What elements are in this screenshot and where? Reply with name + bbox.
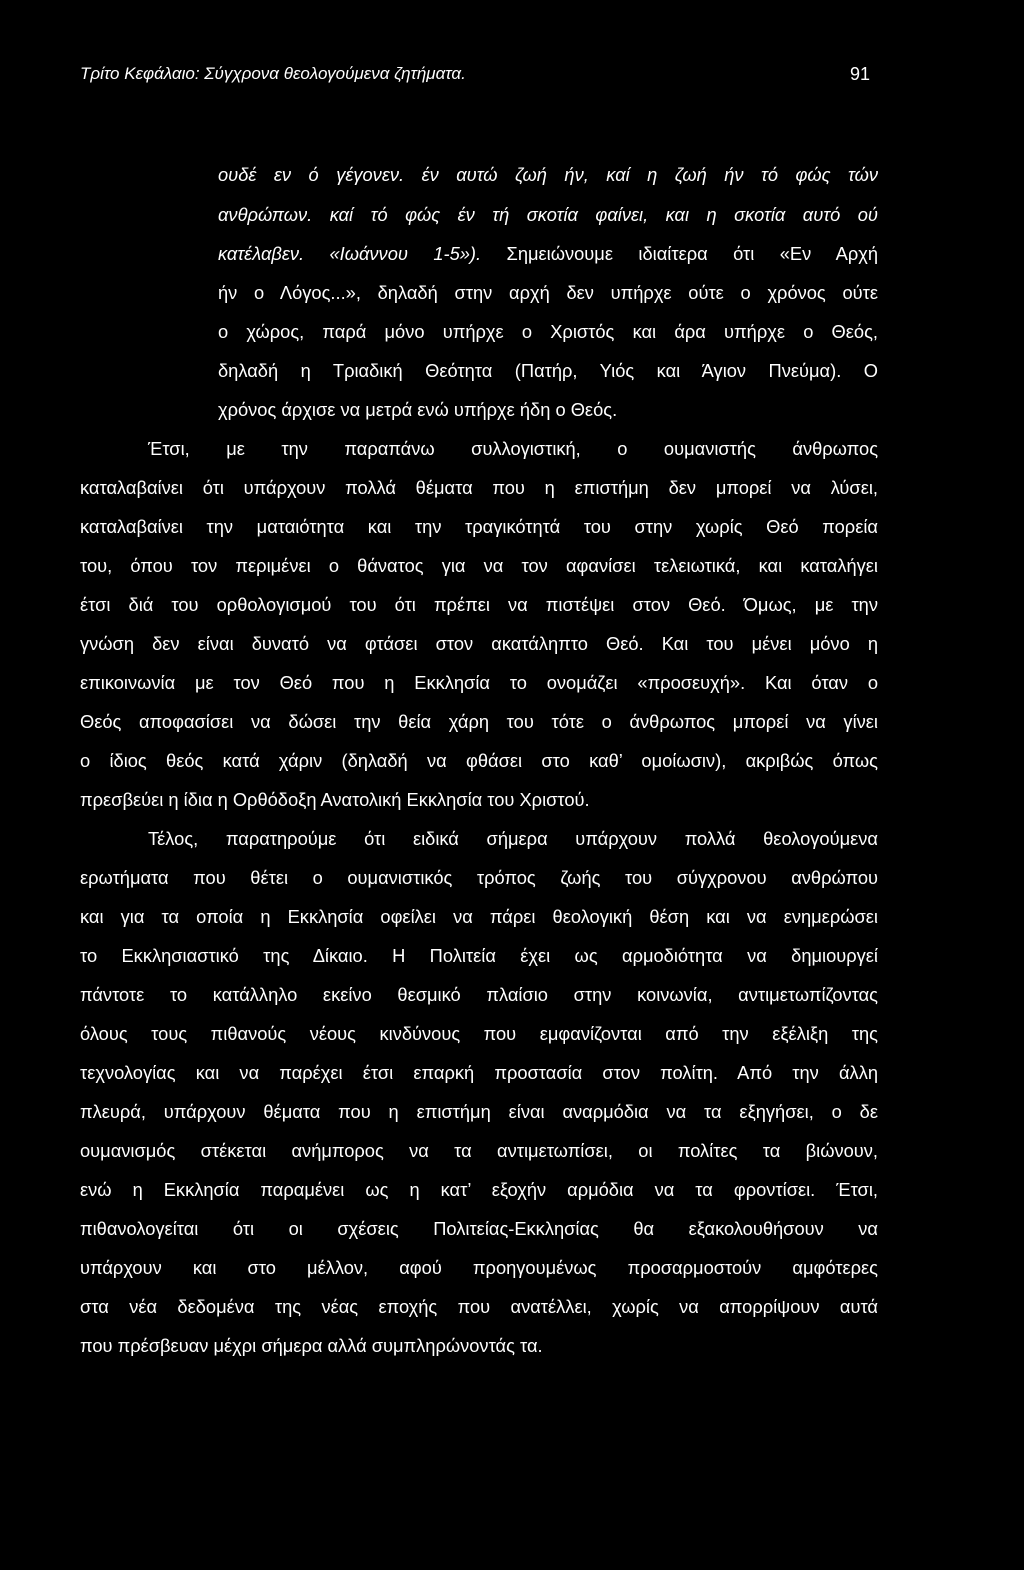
paragraph-line: το Εκκλησιαστικό της Δίκαιο. Η Πολιτεία έχει ως αρμοδιότητα να δημιουργεί — [80, 945, 878, 966]
paragraph-line: του, όπου τον περιμένει ο θάνατος για να τον αφανίσει τελειωτικά, και καταλήγει — [80, 555, 878, 576]
quote-line — [218, 241, 878, 267]
paragraph-line: ερωτήματα που θέτει ο ουμανιστικός τρόπος ζωής του σύγχρονου ανθρώπου — [80, 867, 878, 888]
paragraph-line: ουμανισμός στέκεται ανήμπορος να τα αντιμετωπίσει, οι πολίτες τα βιώνουν, — [80, 1140, 878, 1161]
quote-line: ήν ο Λόγος...», δηλαδή στην αρχή δεν υπήρχε ούτε ο χρόνος ούτε — [218, 282, 878, 303]
paragraph-line: ο ίδιος θεός κατά χάριν (δηλαδή να φθάσει στο καθ’ ομοίωσιν), ακριβώς όπως — [80, 750, 878, 771]
paragraph-line: έτσι διά του ορθολογισμού του ότι πρέπει να πιστέψει στον Θεό. Όμως, με την — [80, 594, 878, 615]
paragraph-line: στα νέα δεδομένα της νέας εποχής που ανατέλλει, χωρίς να απορρίψουν αυτά — [80, 1296, 878, 1317]
quote-line: ουδέ εν ό γέγονεν. έν αυτώ ζωή ήν, καί η ζωή ήν τό φώς τών — [218, 164, 878, 185]
paragraph-line: και για τα οποία η Εκκλησία οφείλει να πάρει θεολογική θέση και να ενημερώσει — [80, 906, 878, 927]
paragraph-line: που πρέσβευαν μέχρι σήμερα αλλά συμπληρώνοντάς τα. — [80, 1335, 543, 1356]
paragraph-line: γνώση δεν είναι δυνατό να φτάσει στον ακατάληπτο Θεό. Και του μένει μόνο η — [80, 633, 878, 654]
quote-line: χρόνος άρχισε να μετρά ενώ υπήρχε ήδη ο Θεός. — [218, 399, 618, 420]
paragraph-line: τεχνολογίας και να παρέχει έτσι επαρκή προστασία στον πολίτη. Από την άλλη — [80, 1062, 878, 1083]
paragraph-line: όλους τους πιθανούς νέους κινδύνους που εμφανίζονται από την εξέλιξη της — [80, 1023, 878, 1044]
paragraph-line: καταλαβαίνει την ματαιότητα και την τραγικότητά του στην χωρίς Θεό πορεία — [80, 516, 878, 537]
page-number: 91 — [849, 64, 870, 84]
paragraph-line: Τέλος, παρατηρούμε ότι ειδικά σήμερα υπάρχουν πολλά θεολογούμενα — [148, 828, 878, 849]
quote-line: ο χώρος, παρά μόνο υπήρχε ο Χριστός και άρα υπήρχε ο Θεός, — [218, 321, 878, 342]
paragraph-line: Έτσι, με την παραπάνω συλλογιστική, ο ουμανιστής άνθρωπος — [148, 438, 878, 459]
paragraph-line: Θεός αποφασίσει να δώσει την θεία χάρη του τότε ο άνθρωπος μπορεί να γίνει — [80, 711, 878, 732]
paragraph-line: υπάρχουν και στο μέλλον, αφού προηγουμένως προσαρμοστούν αμφότερες — [80, 1257, 878, 1278]
chapter-title: Τρίτο Κεφάλαιο: Σύγχρονα θεολογούμενα ζητήματα. — [80, 64, 466, 83]
paragraph-line: πρεσβεύει η ίδια η Ορθόδοξη Ανατολική Εκκλησία του Χριστού. — [80, 789, 590, 810]
paragraph-line: πλευρά, υπάρχουν θέματα που η επιστήμη είναι αναρμόδια να τα εξηγήσει, ο δε — [80, 1101, 878, 1122]
paragraph-line: πιθανολογείται ότι οι σχέσεις Πολιτείας-Εκκλησίας θα εξακολουθήσουν να — [80, 1218, 878, 1239]
quote-line: δηλαδή η Τριαδική Θεότητα (Πατήρ, Υιός και Άγιον Πνεύμα). Ο — [218, 360, 878, 381]
paragraph-line: επικοινωνία με τον Θεό που η Εκκλησία το ονομάζει «προσευχή». Και όταν ο — [80, 672, 878, 693]
quote-citation: κατέλαβεν. «Ιωάννου 1-5»). — [218, 243, 482, 264]
quote-text: Σημειώνουμε ιδιαίτερα ότι «Εν Αρχή — [481, 243, 878, 264]
quote-line: ανθρώπων. καί τό φώς έν τή σκοτία φαίνει, και η σκοτία αυτό ού — [218, 204, 878, 225]
paragraph-line: ενώ η Εκκλησία παραμένει ως η κατ’ εξοχήν αρμόδια να τα φροντίσει. Έτσι, — [80, 1179, 878, 1200]
paragraph-line: καταλαβαίνει ότι υπάρχουν πολλά θέματα που η επιστήμη δεν μπορεί να λύσει, — [80, 477, 878, 498]
paragraph-line: πάντοτε το κατάλληλο εκείνο θεσμικό πλαίσιο στην κοινωνία, αντιμετωπίζοντας — [80, 984, 878, 1005]
